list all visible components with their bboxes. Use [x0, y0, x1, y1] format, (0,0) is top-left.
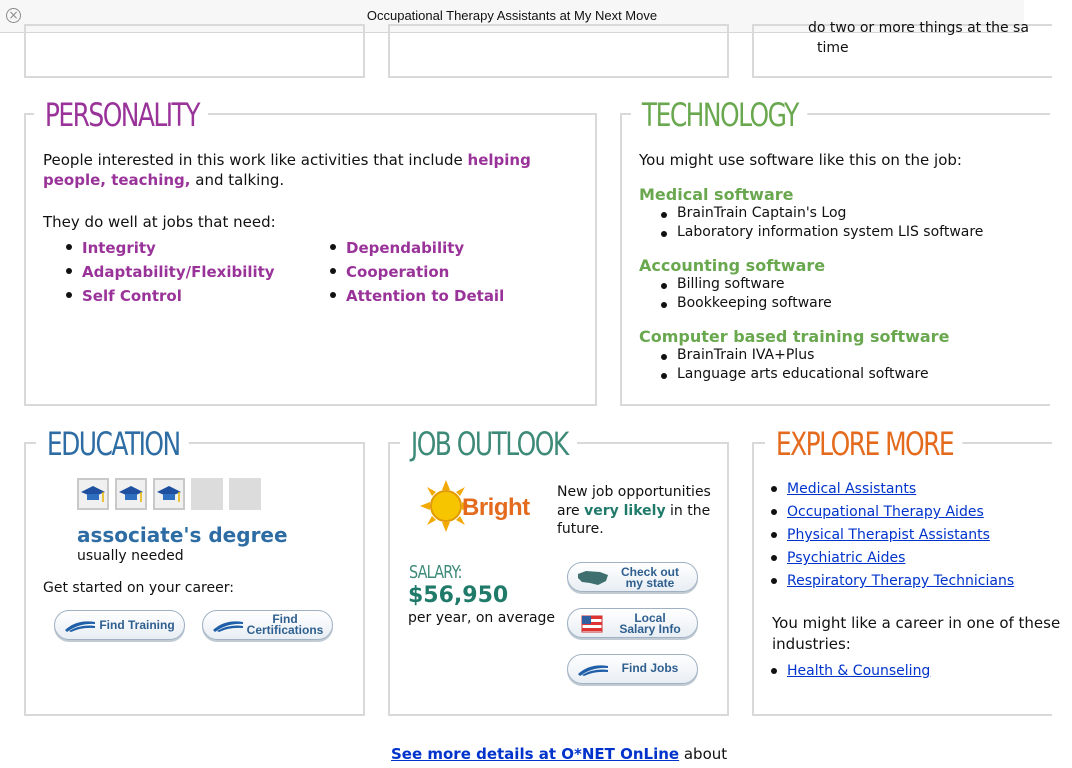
traits-list-right — [328, 236, 504, 308]
technology-heading: TECHNOLOGY — [631, 96, 807, 134]
explore-link-item — [769, 501, 1014, 524]
explore-more-heading: EXPLORE MORE — [765, 425, 962, 463]
page-content[interactable] — [0, 20, 1061, 768]
tech-group-list — [659, 204, 983, 242]
explore-links-list — [769, 478, 1014, 593]
degree-name: associate's degree — [77, 523, 288, 547]
find-cert-label-1: Find — [272, 612, 298, 626]
local-salary-button[interactable] — [567, 608, 698, 638]
explore-link-item — [769, 524, 1014, 547]
personality-heading: PERSONALITY — [34, 96, 208, 134]
career-link[interactable]: Medical Assistants — [787, 481, 917, 497]
trait-item: Dependability — [328, 236, 504, 260]
tech-group-list — [659, 275, 832, 313]
grad-cap-icon — [115, 478, 147, 510]
bright-outlook-icon — [420, 480, 532, 532]
outlook-badge-text: Bright — [462, 494, 530, 521]
trait-item: Cooperation — [328, 260, 504, 284]
tech-item: Laboratory information system LIS software — [659, 223, 983, 242]
education-heading: EDUCATION — [36, 425, 189, 463]
career-link[interactable]: Respiratory Therapy Technicians — [787, 573, 1015, 589]
window-title: Occupational Therapy Assistants at My Next Move — [366, 8, 658, 23]
industries-text: You might like a career in one of these industries: — [772, 614, 1061, 653]
tech-item: BrainTrain IVA+Plus — [659, 346, 929, 365]
salary-label: SALARY: — [409, 562, 462, 583]
tech-item: Billing software — [659, 275, 832, 294]
find-jobs-label: Find Jobs — [621, 661, 679, 675]
degree-note: usually needed — [77, 548, 184, 564]
career-link[interactable]: Psychiatric Aides — [787, 550, 906, 566]
swoosh-icon — [63, 619, 97, 633]
explore-link-item — [769, 478, 1014, 501]
top-fragment-line2: time — [817, 40, 849, 56]
close-icon[interactable]: × — [6, 8, 21, 23]
career-link[interactable]: Occupational Therapy Aides — [787, 504, 984, 520]
traits-list-left — [64, 236, 275, 308]
tech-item: BrainTrain Captain's Log — [659, 204, 983, 223]
tech-group-title: Computer based training software — [639, 327, 950, 346]
empty-level-slot — [229, 478, 261, 510]
personality-intro: People interested in this work like activities that include helping people, teaching, and talking. — [43, 151, 531, 189]
tech-group-title: Medical software — [639, 185, 794, 204]
personality-needs-label: They do well at jobs that need: — [43, 213, 276, 231]
explore-link-item — [769, 570, 1014, 593]
career-link[interactable]: Physical Therapist Assistants — [787, 527, 990, 543]
industry-link[interactable]: Health & Counseling — [787, 663, 931, 679]
get-started-label: Get started on your career: — [43, 580, 234, 596]
swoosh-icon — [211, 619, 245, 633]
find-cert-label-2: Certifications — [246, 623, 324, 637]
onet-online-link[interactable]: See more details at O*NET OnLine — [391, 745, 680, 763]
find-certifications-button[interactable] — [202, 610, 333, 640]
check-state-button[interactable] — [567, 562, 698, 592]
explore-link-item — [769, 547, 1014, 570]
local-salary-label-1: Local — [634, 611, 666, 625]
empty-level-slot — [191, 478, 223, 510]
tech-item: Language arts educational software — [659, 365, 929, 384]
top-box-2 — [388, 24, 729, 78]
check-state-label-2: my state — [625, 576, 675, 590]
job-outlook-heading: JOB OUTLOOK — [400, 425, 577, 463]
trait-item: Integrity — [64, 236, 275, 260]
tech-item: Bookkeeping software — [659, 294, 832, 313]
industry-link-item — [769, 660, 930, 683]
footer-line: See more details at O*NET OnLine about — [391, 745, 728, 763]
industry-links-list — [769, 660, 930, 683]
flag-icon — [578, 614, 608, 634]
check-state-label-1: Check out — [620, 565, 679, 579]
find-training-label: Find Training — [99, 618, 175, 632]
grad-cap-icon — [77, 478, 109, 510]
find-jobs-button[interactable] — [567, 654, 698, 684]
technology-intro: You might use software like this on the job: — [639, 151, 962, 169]
swoosh-icon — [576, 663, 610, 677]
top-fragment-line1: do two or more things at the sa — [808, 20, 1029, 36]
trait-item: Adaptability/Flexibility — [64, 260, 275, 284]
salary-value: $56,950 — [408, 583, 509, 608]
trait-item: Self Control — [64, 284, 275, 308]
trait-item: Attention to Detail — [328, 284, 504, 308]
outlook-text: New job opportunities are very likely in the future. — [557, 484, 711, 537]
find-training-button[interactable] — [54, 610, 185, 640]
local-salary-label-2: Salary Info — [619, 622, 681, 636]
tech-group-title: Accounting software — [639, 256, 826, 275]
tech-group-list — [659, 346, 929, 384]
us-map-icon — [576, 569, 610, 587]
salary-note: per year, on average — [408, 610, 556, 626]
top-box-1 — [24, 24, 365, 78]
grad-cap-icon — [153, 478, 185, 510]
